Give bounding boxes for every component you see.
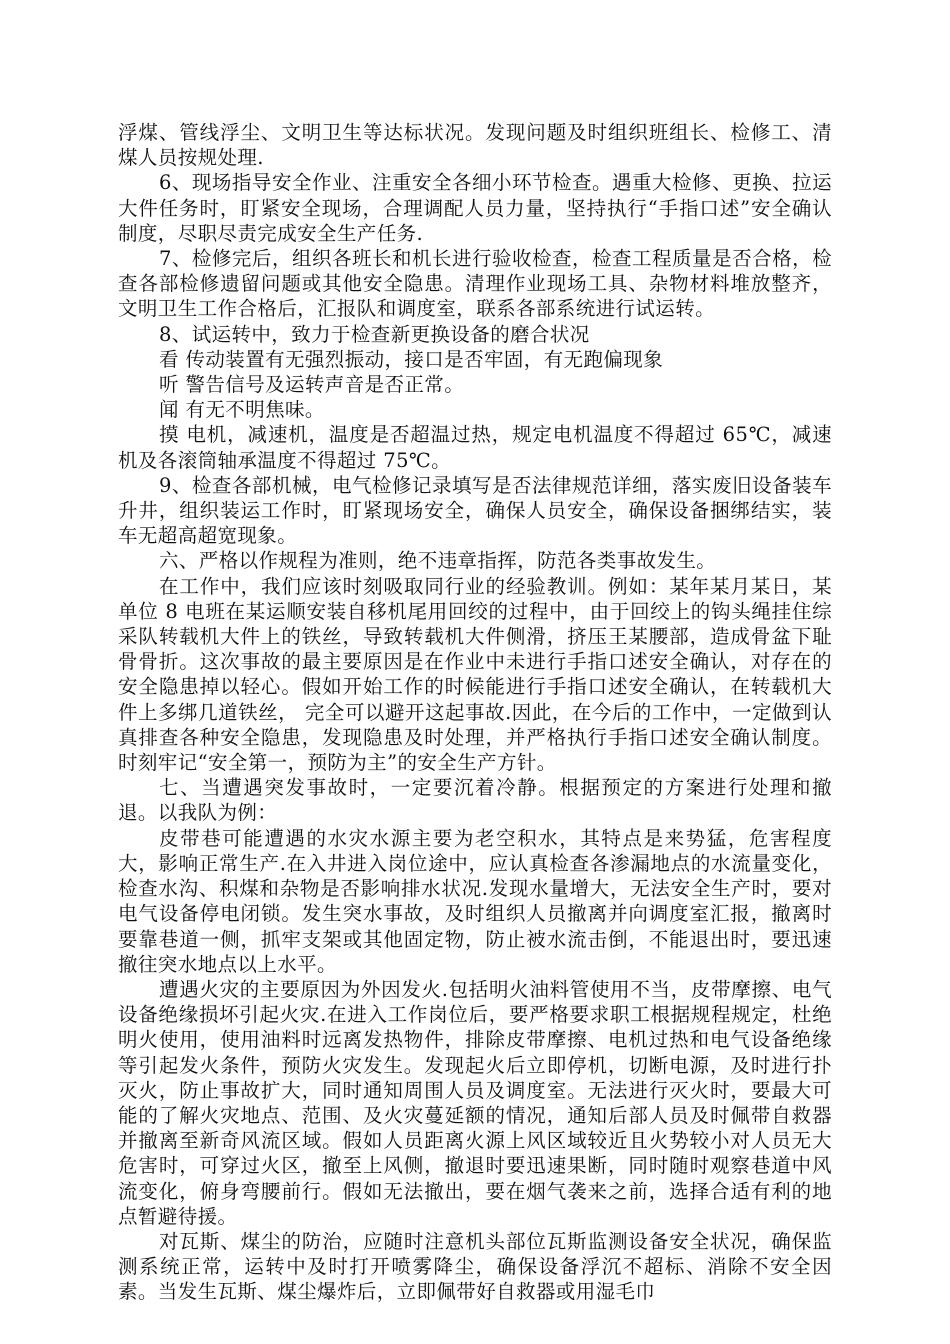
paragraph-smell: 闻 有无不明焦味。 [159,398,325,422]
paragraph-gas-dust: 对瓦斯、煤尘的防治，应随时注意机头部位瓦斯监测设备安全状况，确保监测系统正常，运转中及时打开喷雾降尘，确保设备浮沉不超标、消除不安全因素。当发生瓦斯、煤尘爆炸后，立即佩带好自救器或用湿毛巾 [118,1229,832,1304]
paragraph-look: 看 传动装置有无强烈振动，接口是否牢固，有无跑偏现象 [159,347,664,371]
paragraph-touch: 摸 电机，减速机，温度是否超温过热，规定电机温度不得超过 65℃，减速机及各滚筒轴承温度不得超过 75℃。 [118,423,832,472]
paragraph-continuation: 浮煤、管线浮尘、文明卫生等达标状况。发现问题及时组织班组长、检修工、清煤人员按规处理. [118,121,832,170]
paragraph-listen: 听 警告信号及运转声音是否正常。 [159,373,465,397]
paragraph-section-six: 六、严格以作规程为准则，绝不违章指挥，防范各类事故发生。 [159,549,717,573]
paragraph-fire-hazard: 遭遇火灾的主要原因为外因发火.包括明火油料管使用不当，皮带摩擦、电气设备绝缘损坏引起火灾.在进入工作岗位后，要严格要求职工根据规程规定，杜绝明火使用，使用油料时远离发热物件，排除皮带摩擦、电机过热和电气设备绝缘等引起发火条件，预防火灾发生。发现起火后立即停机，切断电源，及时进行扑灭火，防止事故扩大，同时通知周围人员及调度室。无法进行灭火时，要最大可能的了解火灾地点、范围、及火灾蔓延额的情况，通知后部人员及时佩带自救器并撤离至新奇风流区域。假如人员距离火源上风区域较近且火势较小对人员无大危害时，可穿过火区，撤至上风侧，撤退时要迅速果断，同时随时观察巷道中风流变化，俯身弯腰前行。假如无法撤出，要在烟气袭来之前，选择合适有利的地点暂避待援。 [118,977,832,1228]
paragraph-item-9: 9、检查各部机械，电气检修记录填写是否法律规范详细，落实废旧设备装车升井，组织装运工作时，盯紧现场安全，确保人员安全，确保设备捆绑结实，装车无超高超宽现象。 [118,473,832,548]
paragraph-item-7: 7、检修完后，组织各班长和机长进行验收检查，检查工程质量是否合格，检查各部检修遗留问题或其他安全隐患。清理作业现场工具、杂物材料堆放整齐，文明卫生工作合格后，汇报队和调度室，联系各部系统进行试运转。 [118,247,832,321]
paragraph-item-8: 8、试运转中，致力于检查新更换设备的磨合状况 [159,322,590,346]
paragraph-section-seven: 七、当遭遇突发事故时，一定要沉着冷静。根据预定的方案进行处理和撤退。以我队为例： [118,776,832,825]
paragraph-case-example: 在工作中，我们应该时刻吸取同行业的经验教训。例如：某年某月某日，某单位 8 电班在某运顺安装自移机尾用回绞的过程中，由于回绞上的钩头绳挂住综采队转载机大件上的铁丝，导致转载机大件侧滑，挤压王某腰部，造成骨盆下耻骨骨折。这次事故的最主要原因是在作业中未进行手指口述安全确认，对存在的安全隐患掉以轻心。假如开始工作的时候能进行手指口述安全确认，在转载机大件上多绑几道铁丝， 完全可以避开这起事故.因此，在今后的工作中，一定做到认真排查各种安全隐患，发现隐患及时处理，并严格执行手指口述安全确认制度。时刻牢记“安全第一，预防为主”的安全生产方针。 [118,574,832,775]
paragraph-water-hazard: 皮带巷可能遭遇的水灾水源主要为老空积水，其特点是来势猛，危害程度大，影响正常生产.在入井进入岗位途中，应认真检查各渗漏地点的水流量变化，检查水沟、积煤和杂物是否影响排水状况.发现水量增大，无法安全生产时，要对电气设备停电闭锁。发生突水事故，及时组织人员撤离并向调度室汇报，撤离时要靠巷道一侧，抓牢支架或其他固定物，防止被水流击倒，不能退出时，要迅速撤往突水地点以上水平。 [118,826,832,976]
paragraph-item-6: 6、现场指导安全作业、注重安全各细小环节检查。遇重大检修、更换、拉运大件任务时，盯紧安全现场，合理调配人员力量，坚持执行“手指口述”安全确认制度，尽职尽责完成安全生产任务. [118,171,832,245]
